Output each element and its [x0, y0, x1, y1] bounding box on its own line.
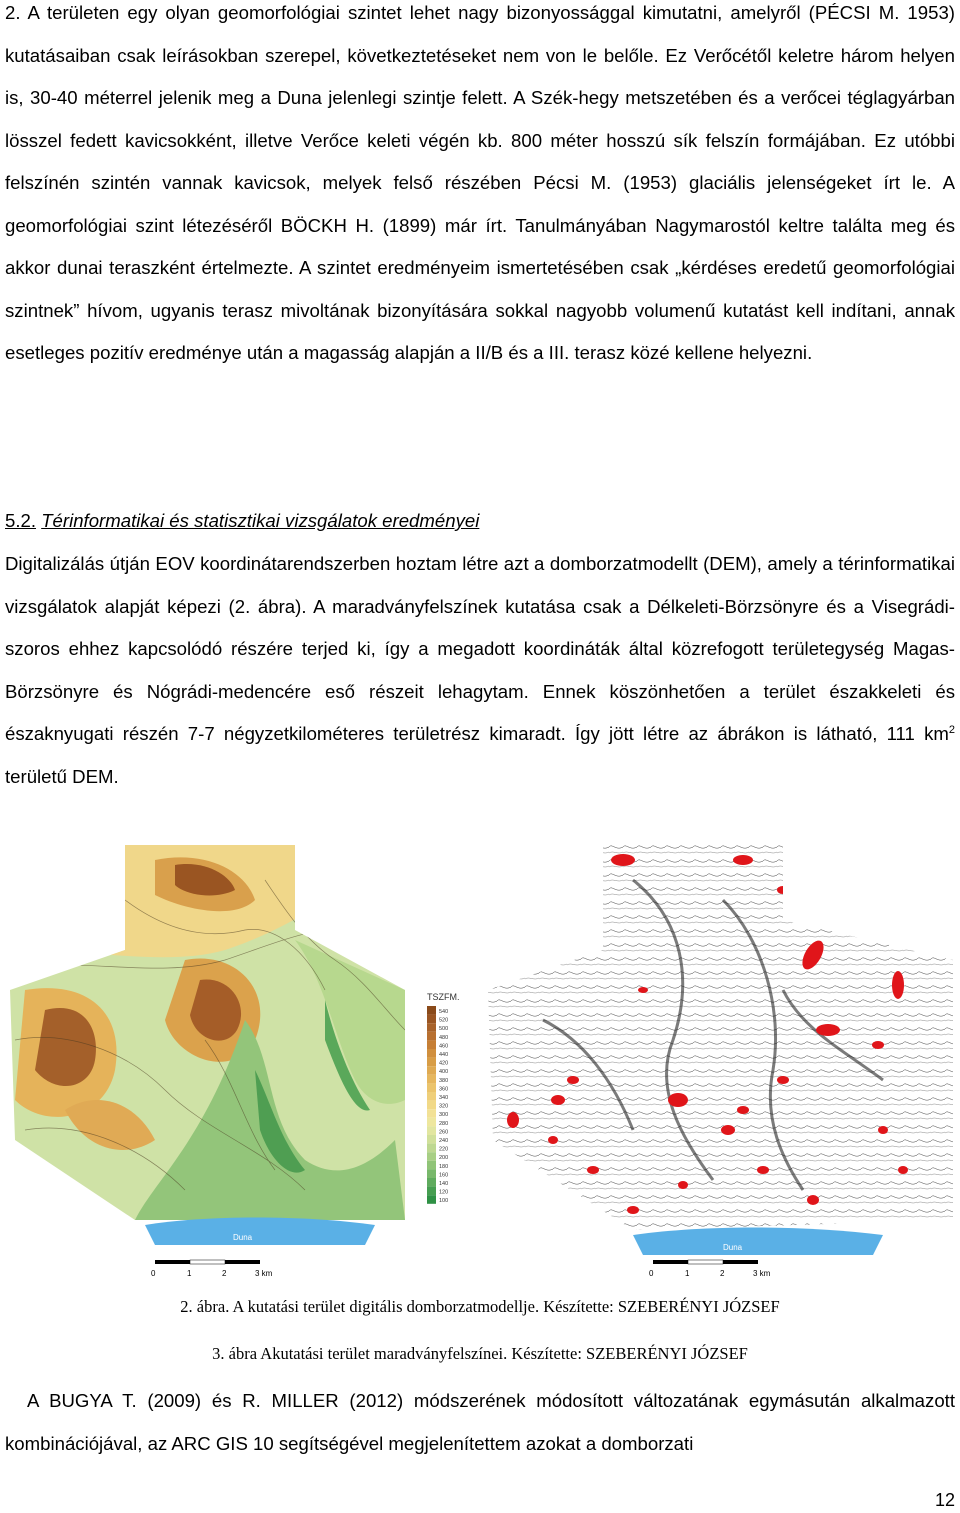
- legend-swatch: [427, 1195, 436, 1204]
- legend-swatch: [427, 1135, 436, 1144]
- legend-swatch: [427, 1066, 436, 1075]
- legend-swatch: [427, 1144, 436, 1153]
- legend-label: 360: [439, 1086, 449, 1093]
- river-label: Duna: [233, 1233, 253, 1242]
- section-title: Térinformatikai és statisztikai vizsgálatok eredményei: [41, 510, 480, 531]
- legend-label: 320: [439, 1103, 449, 1110]
- elevation-legend: [427, 1006, 448, 1204]
- legend-swatch: [427, 1032, 436, 1041]
- paragraph-1: 2. A területen egy olyan geomorfológiai szintet lehet nagy bizonyossággal kimutatni, amelyről (PÉCSI M. 1953) kutatásaiban csak leírásokban szerepel, következtetéseket nem von le belőle. Ez Verőcétől keletre három helyen is, 30-40 méterrel jelenik meg a Duna jelenlegi szintje felett. A Szék-hegy metszetében és a verőcei téglagyárban lösszel fedett kavicsokként, illetve Verőce keleti végén kb. 800 méter hosszú sík felszín formájában. Ez utóbbi felszínén szintén vannak kavicsok, melyek felső részében Pécsi M. (1953) glaciális jelenségeket írt le. A geomorfológiai szint létezéséről BÖCKH H. (1899) már írt. Tanulmányában Nagymarostól keltre találta meg és akkor dunai teraszként értelmezte. A szintet eredményeim ismertetésében csak „kérdéses eredetű geomorfológiai szintnek” hívom, ugyanis terasz mivoltának bizonyítására sokkal nagyobb volumenű kutatást kell indítani, annak esetleges pozitív eredménye után a magasság alapján a II/B és a III. terasz közé kellene helyezni.: [5, 2, 955, 363]
- legend-label: 120: [439, 1189, 449, 1196]
- legend-swatch: [427, 1126, 436, 1135]
- paragraph-2-text: Digitalizálás útján EOV koordinátarendszerben hoztam létre azt a domborzatmodellt (DEM), amely a térinformatikai vizsgálatok alapját képezi (2. ábra). A maradványfelszínek kutatása csak a Délkeleti-Börzsönyre és a Visegrádi-szoros ehhez kapcsolódó részére terjed ki, így a megadott koordináták által közrefogott területegység Magas-Börzsönyre és Nógrádi-medencére eső részeit lehagytam. Ennek köszönhetően a terület északkeleti és északnyugati részén 7-7 négyzetkilométeres területrész kimaradt. Így jött létre az ábrákon is látható, 111 km: [5, 553, 955, 744]
- paragraph-2: [5, 543, 955, 798]
- legend-swatch: [427, 1092, 436, 1101]
- page-number: 12: [934, 1490, 955, 1510]
- scale-label-2: 2: [222, 1269, 227, 1278]
- legend-swatch: [427, 1169, 436, 1178]
- figure-3-caption: 3. ábra Akutatási terület maradványfelszínei. Készítette: SZEBERÉNYI JÓZSEF: [212, 1344, 748, 1363]
- legend-title: TSZFM.: [427, 992, 460, 1002]
- legend-swatch: [427, 1049, 436, 1058]
- legend-swatch: [427, 1109, 436, 1118]
- dem-map-figure: [5, 840, 480, 1280]
- scale-label-3km: 3 km: [753, 1269, 771, 1278]
- dem-map-area: [5, 840, 480, 1280]
- scale-label-3km: 3 km: [255, 1269, 273, 1278]
- legend-swatch: [427, 1058, 436, 1067]
- legend-label: 160: [439, 1172, 449, 1179]
- legend-label: 420: [439, 1060, 449, 1067]
- legend-label: 220: [439, 1146, 449, 1153]
- legend-label: 380: [439, 1077, 449, 1084]
- legend-label: 140: [439, 1181, 449, 1187]
- scale-label-2: 2: [720, 1269, 725, 1278]
- river-label: Duna: [723, 1243, 743, 1252]
- legend-label: 400: [439, 1069, 449, 1076]
- superscript-2: 2: [948, 723, 955, 736]
- scale-bar: [649, 1260, 771, 1278]
- legend-label: 300: [439, 1112, 449, 1119]
- legend-label: 480: [439, 1034, 449, 1041]
- legend-label: 260: [439, 1129, 449, 1136]
- scale-bar: [151, 1260, 273, 1278]
- paragraph-3: A BUGYA T. (2009) és R. MILLER (2012) módszerének módosított változatának egymásután alkalmazott kombinációjával, az ARC GIS 10 segítségével megjelenítettem azokat a domborzati: [5, 1390, 955, 1454]
- scale-label-0: 0: [649, 1269, 654, 1278]
- residual-map-area: [483, 840, 958, 1280]
- section-heading: [5, 500, 479, 542]
- legend-label: 240: [439, 1138, 449, 1144]
- legend-label: 280: [439, 1120, 449, 1127]
- residual-surfaces-figure: [483, 840, 958, 1280]
- scale-label-1: 1: [685, 1269, 690, 1278]
- legend-swatch: [427, 1178, 436, 1187]
- legend-swatch: [427, 1101, 436, 1110]
- legend-swatch: [427, 1075, 436, 1084]
- legend-swatch: [427, 1040, 436, 1049]
- figure-2-caption: 2. ábra. A kutatási terület digitális domborzatmodellje. Készítette: SZEBERÉNYI JÓZSEF: [180, 1297, 780, 1316]
- legend-label: 180: [439, 1163, 449, 1170]
- legend-label: 520: [439, 1017, 449, 1024]
- danube-river: [145, 1218, 375, 1246]
- legend-label: 200: [439, 1155, 449, 1162]
- legend-swatch: [427, 1161, 436, 1170]
- legend-label: 340: [439, 1095, 449, 1101]
- legend-label: 440: [439, 1052, 449, 1058]
- legend-swatch: [427, 1006, 436, 1015]
- legend-swatch: [427, 1152, 436, 1161]
- paragraph-2-end: területű DEM.: [5, 765, 119, 787]
- scale-label-0: 0: [151, 1269, 156, 1278]
- legend-swatch: [427, 1187, 436, 1196]
- legend-swatch: [427, 1118, 436, 1127]
- legend-label: 500: [439, 1026, 449, 1033]
- section-number: 5.2.: [5, 510, 37, 531]
- scale-label-1: 1: [187, 1269, 192, 1278]
- legend-swatch: [427, 1015, 436, 1024]
- danube-river: [633, 1228, 883, 1256]
- legend-label: 540: [439, 1009, 449, 1015]
- legend-label: 100: [439, 1198, 449, 1205]
- legend-label: 460: [439, 1043, 449, 1050]
- legend-swatch: [427, 1083, 436, 1092]
- legend-swatch: [427, 1023, 436, 1032]
